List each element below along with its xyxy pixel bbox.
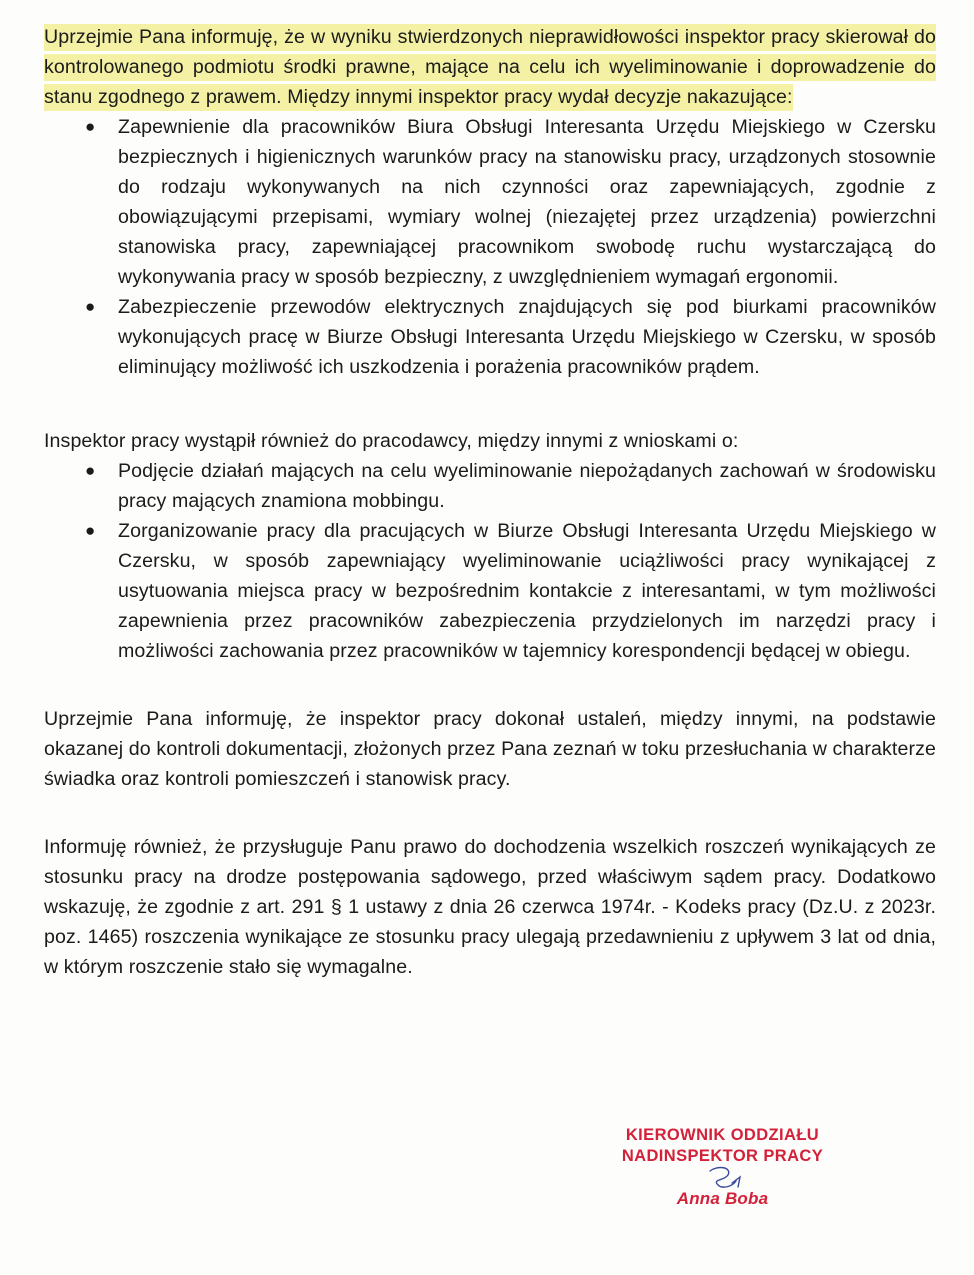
stamp-title-line1: KIEROWNIK ODDZIAŁU bbox=[625, 1126, 820, 1144]
stamp-title-line2: NADINSPEKTOR PRACY bbox=[621, 1147, 824, 1165]
decisions-list bbox=[44, 112, 936, 382]
motion-text: Zorganizowanie pracy dla pracujących w Biurze Obsługi Interesanta Urzędu Miejskiego w Czersku, w sposób zapewniający wyeliminowanie uciążliwości pracy wynikającej z usytuowania miejsca pracy w bezpośrednim kontakcie z interesantami, w tym możliwości zapewnienia przez pracowników zabezpieczenia przydzielonych im narzędzi pracy i możliwości zachowania przez pracowników w tajemnicy korespondencji będącej w obiegu. bbox=[118, 520, 936, 662]
signature-stamp bbox=[600, 1125, 845, 1209]
bullet-icon: ● bbox=[85, 117, 96, 136]
decision-text: Zabezpieczenie przewodów elektrycznych znajdujących się pod biurkami pracowników wykonujących pracę w Biurze Obsługi Interesanta Urzędu Miejskiego w Czersku, w sposób eliminujący możliwość ich uszkodzenia i porażenia pracowników prądem. bbox=[118, 296, 936, 378]
motion-item bbox=[44, 516, 936, 666]
motions-intro-paragraph: Inspektor pracy wystąpił również do pracodawcy, między innymi z wnioskami o: bbox=[44, 430, 739, 452]
intro-paragraph bbox=[44, 22, 936, 112]
motions-list bbox=[44, 456, 936, 666]
motion-text: Podjęcie działań mających na celu wyeliminowanie niepożądanych zachowań w środowisku pracy mających znamiona mobbingu. bbox=[118, 460, 936, 512]
bullet-icon: ● bbox=[85, 461, 96, 480]
decision-text: Zapewnienie dla pracowników Biura Obsługi Interesanta Urzędu Miejskiego w Czersku bezpiecznych i higienicznych warunków pracy na stanowisku pracy, urządzonych stosownie do rodzaju wykonywanych na nich czynności oraz zapewniających, zgodnie z obowiązującymi przepisami, wymiary wolnej (niezajętej przez urządzenia) powierzchni stanowiska pracy, zapewniającej pracownikom swobodę ruchu wystarczającą do wykonywania pracy w sposób bezpieczny, z uwzględnieniem wymagań ergonomii. bbox=[118, 116, 936, 288]
rights-paragraph: Informuję również, że przysługuje Panu prawo do dochodzenia wszelkich roszczeń wynikających ze stosunku pracy na drodze postępowania sądowego, przed właściwym sądem pracy. Dodatkowo wskazuję, że zgodnie z art. 291 § 1 ustawy z dnia 26 czerwca 1974r. - Kodeks pracy (Dz.U. z 2023r. poz. 1465) roszczenia wynikające ze stosunku pracy ulegają przedawnieniu z upływem 3 lat od dnia, w którym roszczenie stało się wymagalne. bbox=[44, 836, 936, 978]
bullet-icon: ● bbox=[85, 297, 96, 316]
letter-body bbox=[44, 22, 936, 982]
decision-item bbox=[44, 292, 936, 382]
signatory-name: Anna Boba bbox=[676, 1189, 769, 1208]
motion-item bbox=[44, 456, 936, 516]
bullet-icon: ● bbox=[85, 521, 96, 540]
findings-paragraph: Uprzejmie Pana informuję, że inspektor pracy dokonał ustaleń, między innymi, na podstawie okazanej do kontroli dokumentacji, złożonych przez Pana zeznań w toku przesłuchania w charakterze świadka oraz kontroli pomieszczeń i stanowisk pracy. bbox=[44, 708, 936, 790]
highlighted-intro-text: Uprzejmie Pana informuję, że w wyniku stwierdzonych nieprawidłowości inspektor pracy skierował do kontrolowanego podmiotu środki prawne, mające na celu ich wyeliminowanie i doprowadzenie do stanu zgodnego z prawem. Między innymi inspektor pracy wydał decyzje nakazujące: bbox=[44, 24, 936, 111]
decision-item bbox=[44, 112, 936, 292]
